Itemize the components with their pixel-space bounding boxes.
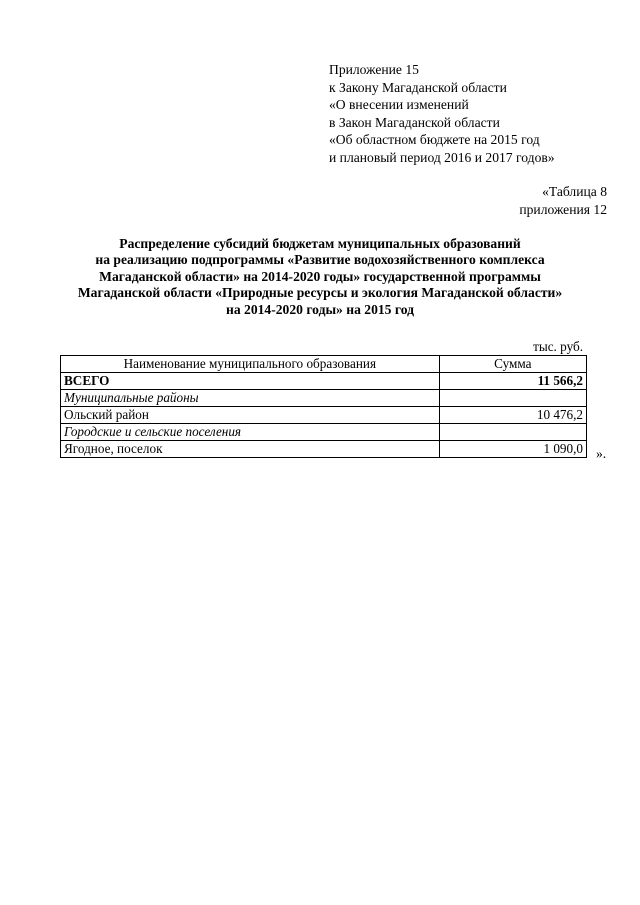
header-sum: Сумма [439,356,586,373]
table-reference-line: приложения 12 [519,202,607,217]
table-reference [519,183,607,219]
row-name: Ягодное, поселок [61,441,440,458]
appendix-header [329,61,555,167]
table-row-group [61,390,587,407]
title-line: на реализацию подпрограммы «Развитие водохозяйственного комплекса [95,252,545,268]
appendix-line: к Закону Магаданской области [329,79,507,95]
title-line: на 2014-2020 годы» на 2015 год [226,301,414,317]
row-sum: 10 476,2 [439,407,586,424]
subsidy-table [60,355,587,458]
row-name: Городские и сельские поселения [61,424,440,441]
appendix-line: «О внесении изменений [329,97,469,113]
table-row-total [61,373,587,390]
row-sum [439,424,586,441]
unit-label: тыс. руб. [533,339,583,354]
document-title [40,236,600,318]
row-name: Ольский район [61,407,440,424]
row-name: ВСЕГО [61,373,440,390]
row-sum [439,390,586,407]
table-header-row [61,356,587,373]
table-reference-line: «Таблица 8 [542,184,607,199]
table-row [61,441,587,458]
table-row-group [61,424,587,441]
appendix-line: и плановый период 2016 и 2017 годов» [329,149,555,165]
row-sum: 1 090,0 [439,441,586,458]
title-line: Магаданской области» на 2014-2020 годы» государственной программы [99,268,541,284]
title-line: Магаданской области «Природные ресурсы и экология Магаданской области» [77,285,563,301]
title-line: Распределение субсидий бюджетам муниципальных образований [119,236,521,251]
appendix-line: Приложение 15 [329,62,419,77]
table-row [61,407,587,424]
row-name: Муниципальные районы [61,390,440,407]
header-name: Наименование муниципального образования [61,356,440,373]
appendix-line: в Закон Магаданской области [329,114,500,130]
row-sum: 11 566,2 [439,373,586,390]
closing-quote: ». [596,446,607,461]
appendix-line: «Об областном бюджете на 2015 год [329,132,540,148]
